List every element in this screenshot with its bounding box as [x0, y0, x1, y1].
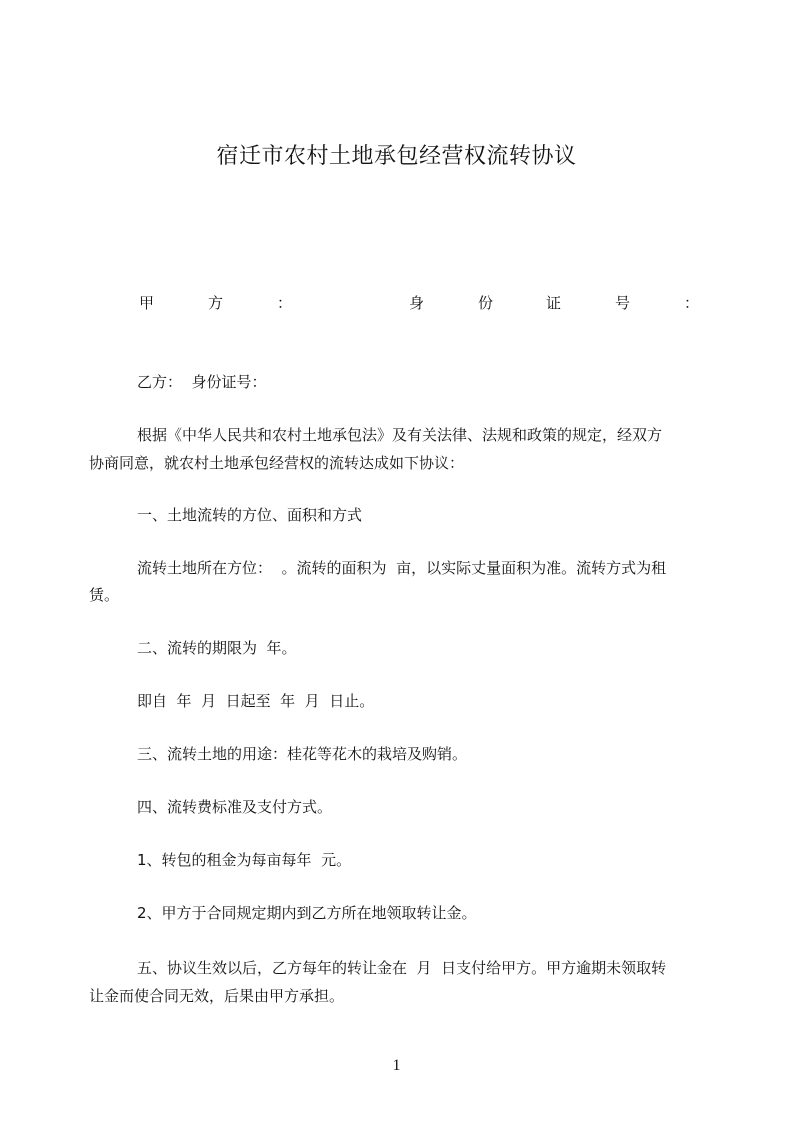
section-5-line-2: 让金而使合同无效，后果由甲方承担。: [89, 987, 345, 1005]
party-a-char: 甲: [139, 294, 155, 312]
party-a-char: 方: [208, 294, 224, 312]
section-1-heading: 一、土地流转的方位、面积和方式: [137, 506, 363, 524]
preamble-line-1: 根据《中华人民共和农村土地承包法》及有关法律、法规和政策的规定，经双方: [137, 426, 663, 444]
section-4-item-1: 1、转包的租金为每亩每年 元。: [137, 851, 352, 869]
party-a-char: 证: [546, 294, 562, 312]
section-4-item-2: 2、甲方于合同规定期内到乙方所在地领取转让金。: [137, 904, 477, 922]
party-a-char: 份: [478, 294, 494, 312]
party-a-char: ：: [684, 294, 700, 312]
section-2-period: 即自 年 月 日起至 年 月 日止。: [137, 692, 375, 710]
preamble-line-2: 协商同意，就农村土地承包经营权的流转达成如下协议：: [89, 454, 465, 472]
section-5-line-1: 五、协议生效以后，乙方每年的转让金在 月 日支付给甲方。甲方逾期未领取转: [137, 959, 667, 977]
section-2-heading: 二、流转的期限为 年。: [137, 639, 297, 657]
party-b-line: 乙方： 身份证号：: [137, 373, 267, 391]
section-4-heading: 四、流转费标准及支付方式。: [137, 798, 333, 816]
party-a-row: [0, 290, 793, 316]
section-1-line-1: 流转土地所在方位： 。流转的面积为 亩，以实际丈量面积为准。流转方式为租: [137, 559, 667, 577]
party-a-char: ：: [277, 294, 293, 312]
document-title: 宿迁市农村土地承包经营权流转协议: [216, 144, 577, 169]
section-1-line-2: 赁。: [89, 586, 120, 604]
party-a-char: 号: [615, 294, 631, 312]
party-a-char: 身: [409, 294, 425, 312]
page-number: 1: [392, 1057, 401, 1074]
section-3: 三、流转土地的用途：桂花等花木的栽培及购销。: [137, 745, 468, 763]
